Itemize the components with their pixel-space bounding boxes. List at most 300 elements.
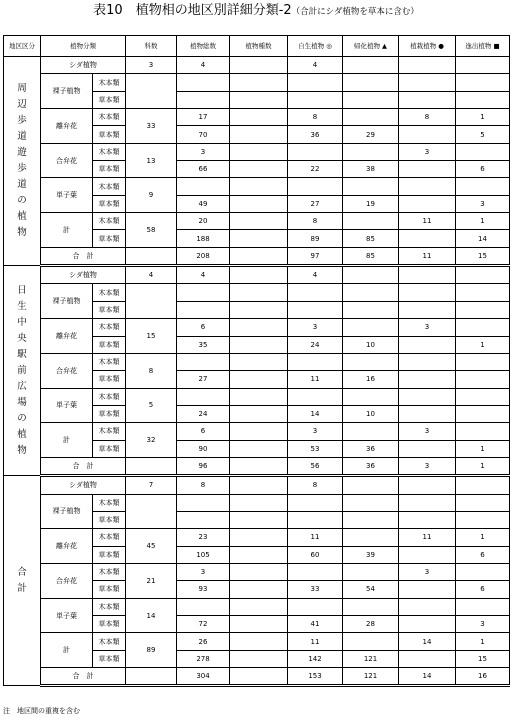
- naturalized-cell: [343, 91, 399, 108]
- district-label: [4, 57, 41, 266]
- escaped-cell: [456, 266, 510, 284]
- total-cell: 27: [177, 371, 230, 388]
- species-cell: [230, 598, 288, 615]
- escaped-total-cell: 1: [456, 457, 510, 475]
- escaped-cell: [456, 494, 510, 511]
- table-row: [4, 388, 510, 405]
- subgroup-label: 木本類: [93, 388, 126, 405]
- naturalized-cell: 54: [343, 581, 399, 598]
- table-row: [4, 423, 510, 440]
- naturalized-cell: 85: [343, 230, 399, 247]
- escaped-cell: 1: [456, 440, 510, 457]
- table-title: [0, 3, 512, 20]
- species-cell: [230, 195, 288, 212]
- native-cell: 11: [288, 633, 343, 650]
- naturalized-cell: [343, 213, 399, 230]
- escaped-cell: [456, 353, 510, 370]
- table-body: [4, 57, 510, 686]
- species-cell: [230, 74, 288, 91]
- subgroup-label: 木本類: [93, 353, 126, 370]
- naturalized-cell: [343, 388, 399, 405]
- total-label: 合 計: [41, 457, 126, 475]
- group-label: 合弁花: [41, 143, 93, 178]
- escaped-cell: [456, 284, 510, 301]
- group-label: シダ植物: [41, 266, 126, 284]
- native-cell: 4: [288, 57, 343, 74]
- table-row: [4, 476, 510, 494]
- naturalized-cell: [343, 353, 399, 370]
- subgroup-label: 草本類: [93, 546, 126, 563]
- total-cell: 105: [177, 546, 230, 563]
- native-cell: 14: [288, 405, 343, 422]
- naturalized-cell: [343, 178, 399, 195]
- planted-cell: [399, 161, 456, 178]
- families-cell: 45: [126, 529, 177, 564]
- families-cell: 3: [126, 57, 177, 74]
- escaped-cell: [456, 178, 510, 195]
- species-cell: [230, 161, 288, 178]
- subgroup-label: 草本類: [93, 616, 126, 633]
- species-cell: [230, 57, 288, 74]
- table-row: [4, 143, 510, 160]
- total-total-cell: 304: [177, 668, 230, 686]
- escaped-cell: [456, 57, 510, 74]
- total-cell: 35: [177, 336, 230, 353]
- escaped-cell: [456, 319, 510, 336]
- native-cell: 8: [288, 476, 343, 494]
- group-label: 計: [41, 633, 93, 668]
- group-label: 裸子植物: [41, 74, 93, 109]
- total-cell: 4: [177, 57, 230, 74]
- escaped-cell: 1: [456, 529, 510, 546]
- table-row: [4, 74, 510, 91]
- naturalized-cell: [343, 284, 399, 301]
- plant-classification-table: [3, 35, 510, 687]
- planted-cell: 3: [399, 563, 456, 580]
- native-cell: 22: [288, 161, 343, 178]
- total-cell: 17: [177, 109, 230, 126]
- naturalized-total-cell: 85: [343, 247, 399, 265]
- escaped-cell: 3: [456, 195, 510, 212]
- planted-cell: [399, 266, 456, 284]
- escaped-cell: 1: [456, 633, 510, 650]
- native-cell: 27: [288, 195, 343, 212]
- native-cell: 24: [288, 336, 343, 353]
- total-cell: 8: [177, 476, 230, 494]
- total-cell: [177, 301, 230, 318]
- total-row: [4, 247, 510, 265]
- naturalized-cell: [343, 476, 399, 494]
- group-label: 単子葉: [41, 178, 93, 213]
- naturalized-cell: 39: [343, 546, 399, 563]
- subgroup-label: 草本類: [93, 511, 126, 528]
- subgroup-label: 木本類: [93, 319, 126, 336]
- planted-cell: [399, 91, 456, 108]
- group-label: 離弁花: [41, 319, 93, 354]
- subgroup-label: 草本類: [93, 581, 126, 598]
- planted-cell: 3: [399, 319, 456, 336]
- escaped-cell: 14: [456, 230, 510, 247]
- naturalized-cell: 10: [343, 405, 399, 422]
- planted-cell: [399, 388, 456, 405]
- native-cell: 60: [288, 546, 343, 563]
- families-cell: [126, 457, 177, 475]
- total-cell: 6: [177, 319, 230, 336]
- naturalized-cell: [343, 423, 399, 440]
- species-cell: [230, 126, 288, 143]
- title-sub: （合計にシダ植物を草本に含む）: [291, 7, 419, 17]
- naturalized-cell: 121: [343, 650, 399, 667]
- total-cell: [177, 74, 230, 91]
- species-cell: [230, 178, 288, 195]
- species-cell: [230, 423, 288, 440]
- total-cell: 90: [177, 440, 230, 457]
- footnote: 注 地区間の重複を含む: [3, 707, 80, 715]
- species-cell: [230, 91, 288, 108]
- species-cell: [230, 546, 288, 563]
- total-total-cell: 208: [177, 247, 230, 265]
- subgroup-label: 木本類: [93, 529, 126, 546]
- naturalized-cell: 38: [343, 161, 399, 178]
- total-cell: 66: [177, 161, 230, 178]
- naturalized-cell: 29: [343, 126, 399, 143]
- planted-cell: [399, 616, 456, 633]
- escaped-cell: [456, 598, 510, 615]
- families-cell: [126, 668, 177, 686]
- species-cell: [230, 405, 288, 422]
- planted-cell: [399, 598, 456, 615]
- subgroup-label: 草本類: [93, 336, 126, 353]
- planted-cell: 11: [399, 213, 456, 230]
- group-label: シダ植物: [41, 476, 126, 494]
- native-cell: 33: [288, 581, 343, 598]
- total-cell: [177, 388, 230, 405]
- naturalized-cell: [343, 511, 399, 528]
- subgroup-label: 草本類: [93, 371, 126, 388]
- species-cell: [230, 213, 288, 230]
- escaped-cell: 6: [456, 161, 510, 178]
- header-row: [4, 36, 510, 57]
- escaped-cell: [456, 91, 510, 108]
- native-cell: [288, 563, 343, 580]
- escaped-cell: 6: [456, 581, 510, 598]
- naturalized-cell: [343, 494, 399, 511]
- escaped-cell: 1: [456, 109, 510, 126]
- total-cell: 49: [177, 195, 230, 212]
- native-cell: 3: [288, 319, 343, 336]
- escaped-cell: [456, 405, 510, 422]
- header-families: 科数: [126, 36, 177, 57]
- native-cell: 41: [288, 616, 343, 633]
- species-cell: [230, 650, 288, 667]
- species-cell: [230, 143, 288, 160]
- table-row: [4, 178, 510, 195]
- species-cell: [230, 353, 288, 370]
- species-total-cell: [230, 457, 288, 475]
- naturalized-total-cell: 36: [343, 457, 399, 475]
- subgroup-label: 草本類: [93, 440, 126, 457]
- total-cell: 24: [177, 405, 230, 422]
- planted-total-cell: 14: [399, 668, 456, 686]
- table-row: [4, 598, 510, 615]
- native-cell: [288, 494, 343, 511]
- native-cell: 142: [288, 650, 343, 667]
- native-cell: 8: [288, 213, 343, 230]
- native-cell: 3: [288, 423, 343, 440]
- planted-cell: 8: [399, 109, 456, 126]
- species-cell: [230, 529, 288, 546]
- escaped-cell: [456, 301, 510, 318]
- native-cell: [288, 353, 343, 370]
- subgroup-label: 草本類: [93, 650, 126, 667]
- escaped-total-cell: 15: [456, 247, 510, 265]
- total-cell: [177, 91, 230, 108]
- table-row: [4, 284, 510, 301]
- table-row: [4, 57, 510, 74]
- table-row: [4, 633, 510, 650]
- families-cell: [126, 74, 177, 109]
- native-cell: 53: [288, 440, 343, 457]
- total-cell: 278: [177, 650, 230, 667]
- planted-cell: [399, 511, 456, 528]
- families-cell: [126, 284, 177, 319]
- species-cell: [230, 109, 288, 126]
- native-cell: [288, 74, 343, 91]
- native-cell: [288, 388, 343, 405]
- naturalized-cell: [343, 109, 399, 126]
- species-cell: [230, 581, 288, 598]
- planted-cell: [399, 371, 456, 388]
- group-label: 合弁花: [41, 353, 93, 388]
- families-cell: 15: [126, 319, 177, 354]
- table-row: [4, 563, 510, 580]
- subgroup-label: 木本類: [93, 633, 126, 650]
- group-label: 裸子植物: [41, 284, 93, 319]
- planted-cell: [399, 301, 456, 318]
- header-native: 自生植物 ◎: [288, 36, 343, 57]
- native-total-cell: 153: [288, 668, 343, 686]
- families-cell: 21: [126, 563, 177, 598]
- group-label: 離弁花: [41, 529, 93, 564]
- families-cell: [126, 247, 177, 265]
- planted-cell: [399, 476, 456, 494]
- header-species: 植物種数: [230, 36, 288, 57]
- native-cell: 11: [288, 371, 343, 388]
- subgroup-label: 木本類: [93, 178, 126, 195]
- escaped-cell: [456, 511, 510, 528]
- species-cell: [230, 616, 288, 633]
- species-cell: [230, 494, 288, 511]
- families-cell: 5: [126, 388, 177, 423]
- header-total: 植物総数: [177, 36, 230, 57]
- subgroup-label: 木本類: [93, 423, 126, 440]
- subgroup-label: 草本類: [93, 301, 126, 318]
- native-cell: 89: [288, 230, 343, 247]
- total-cell: [177, 511, 230, 528]
- naturalized-cell: [343, 319, 399, 336]
- total-cell: 188: [177, 230, 230, 247]
- families-cell: 7: [126, 476, 177, 494]
- district-label: [4, 476, 41, 686]
- species-cell: [230, 371, 288, 388]
- species-total-cell: [230, 247, 288, 265]
- native-cell: 4: [288, 266, 343, 284]
- group-label: 裸子植物: [41, 494, 93, 529]
- planted-cell: [399, 284, 456, 301]
- header-classification: 植物分類: [41, 36, 126, 57]
- naturalized-cell: 10: [343, 336, 399, 353]
- species-cell: [230, 336, 288, 353]
- escaped-cell: 5: [456, 126, 510, 143]
- subgroup-label: 木本類: [93, 143, 126, 160]
- title-main: 表10 植物相の地区別詳細分類-2: [93, 3, 292, 18]
- subgroup-label: 草本類: [93, 161, 126, 178]
- species-cell: [230, 284, 288, 301]
- planted-cell: [399, 440, 456, 457]
- total-cell: 4: [177, 266, 230, 284]
- planted-cell: [399, 581, 456, 598]
- naturalized-cell: 16: [343, 371, 399, 388]
- species-cell: [230, 301, 288, 318]
- subgroup-label: 木本類: [93, 494, 126, 511]
- planted-cell: [399, 494, 456, 511]
- table-row: [4, 494, 510, 511]
- subgroup-label: 木本類: [93, 598, 126, 615]
- total-label: 合 計: [41, 668, 126, 686]
- native-cell: [288, 284, 343, 301]
- total-cell: 20: [177, 213, 230, 230]
- planted-cell: [399, 353, 456, 370]
- naturalized-cell: [343, 301, 399, 318]
- planted-cell: [399, 405, 456, 422]
- subgroup-label: 草本類: [93, 405, 126, 422]
- planted-total-cell: 11: [399, 247, 456, 265]
- total-cell: 70: [177, 126, 230, 143]
- escaped-cell: [456, 371, 510, 388]
- planted-cell: 3: [399, 143, 456, 160]
- total-cell: 3: [177, 563, 230, 580]
- table-row: [4, 109, 510, 126]
- total-row: [4, 668, 510, 686]
- total-cell: [177, 494, 230, 511]
- escaped-cell: [456, 476, 510, 494]
- naturalized-total-cell: 121: [343, 668, 399, 686]
- total-cell: [177, 284, 230, 301]
- families-cell: 8: [126, 353, 177, 388]
- escaped-cell: [456, 563, 510, 580]
- species-cell: [230, 266, 288, 284]
- total-cell: 72: [177, 616, 230, 633]
- header-planted: 植栽植物 ●: [399, 36, 456, 57]
- total-total-cell: 96: [177, 457, 230, 475]
- families-cell: 89: [126, 633, 177, 668]
- naturalized-cell: [343, 633, 399, 650]
- native-cell: [288, 143, 343, 160]
- naturalized-cell: [343, 598, 399, 615]
- escaped-cell: [456, 74, 510, 91]
- native-cell: [288, 301, 343, 318]
- total-label: 合 計: [41, 247, 126, 265]
- native-cell: 36: [288, 126, 343, 143]
- planted-cell: [399, 546, 456, 563]
- planted-cell: [399, 230, 456, 247]
- table-row: [4, 213, 510, 230]
- native-cell: [288, 598, 343, 615]
- subgroup-label: 木本類: [93, 74, 126, 91]
- families-cell: 33: [126, 109, 177, 144]
- species-cell: [230, 230, 288, 247]
- naturalized-cell: [343, 74, 399, 91]
- escaped-total-cell: 16: [456, 668, 510, 686]
- native-total-cell: 97: [288, 247, 343, 265]
- naturalized-cell: [343, 529, 399, 546]
- table-row: [4, 266, 510, 284]
- escaped-cell: [456, 388, 510, 405]
- group-label: 計: [41, 423, 93, 458]
- subgroup-label: 木本類: [93, 109, 126, 126]
- total-cell: 93: [177, 581, 230, 598]
- native-cell: 11: [288, 529, 343, 546]
- group-label: 計: [41, 213, 93, 248]
- planted-cell: 14: [399, 633, 456, 650]
- escaped-cell: 1: [456, 336, 510, 353]
- table-row: [4, 529, 510, 546]
- header-escaped: 逸出植物 ■: [456, 36, 510, 57]
- native-cell: [288, 178, 343, 195]
- species-cell: [230, 511, 288, 528]
- subgroup-label: 草本類: [93, 195, 126, 212]
- total-cell: [177, 353, 230, 370]
- group-label: 合弁花: [41, 563, 93, 598]
- families-cell: 9: [126, 178, 177, 213]
- planted-cell: 11: [399, 529, 456, 546]
- species-total-cell: [230, 668, 288, 686]
- escaped-cell: 1: [456, 213, 510, 230]
- escaped-cell: 15: [456, 650, 510, 667]
- district-label: [4, 266, 41, 476]
- families-cell: 4: [126, 266, 177, 284]
- naturalized-cell: [343, 57, 399, 74]
- subgroup-label: 草本類: [93, 91, 126, 108]
- families-cell: 58: [126, 213, 177, 248]
- group-label: 単子葉: [41, 388, 93, 423]
- total-cell: [177, 598, 230, 615]
- district-label-text: 合 計: [17, 566, 37, 594]
- naturalized-cell: 19: [343, 195, 399, 212]
- naturalized-cell: 28: [343, 616, 399, 633]
- escaped-cell: 3: [456, 616, 510, 633]
- header-district: 地区区分: [4, 36, 41, 57]
- species-cell: [230, 563, 288, 580]
- native-cell: [288, 91, 343, 108]
- planted-cell: [399, 57, 456, 74]
- species-cell: [230, 633, 288, 650]
- total-row: [4, 457, 510, 475]
- subgroup-label: 木本類: [93, 284, 126, 301]
- total-cell: [177, 178, 230, 195]
- planted-cell: [399, 178, 456, 195]
- families-cell: [126, 494, 177, 529]
- families-cell: 32: [126, 423, 177, 458]
- group-label: シダ植物: [41, 57, 126, 74]
- species-cell: [230, 476, 288, 494]
- district-label-text: 周辺歩道遊歩道の植物: [17, 83, 27, 239]
- families-cell: 14: [126, 598, 177, 633]
- subgroup-label: 木本類: [93, 563, 126, 580]
- naturalized-cell: 36: [343, 440, 399, 457]
- planted-cell: [399, 650, 456, 667]
- escaped-cell: [456, 423, 510, 440]
